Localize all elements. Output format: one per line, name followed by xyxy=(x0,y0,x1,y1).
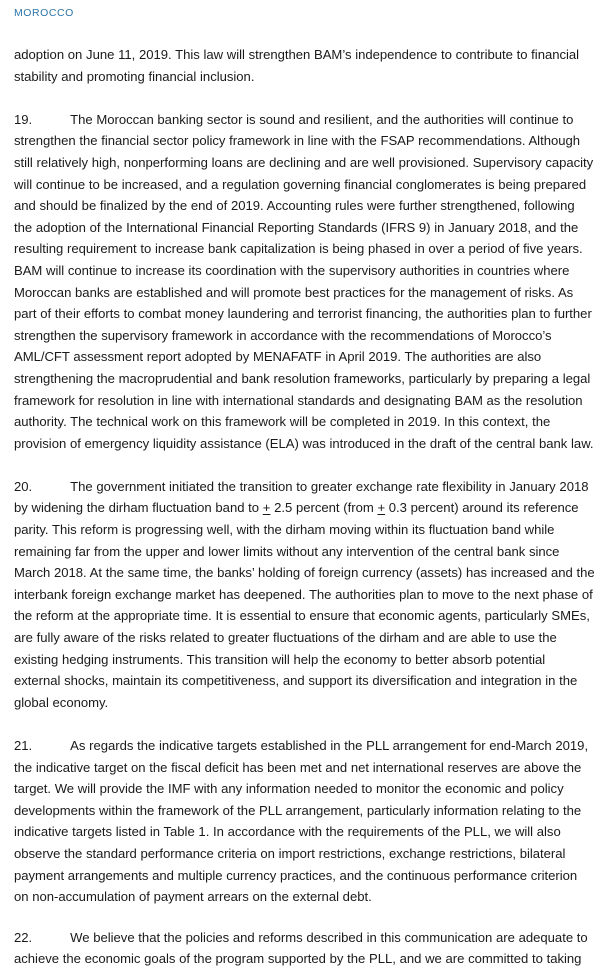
paragraph-20 xyxy=(14,476,595,714)
paragraph-spacer xyxy=(14,87,595,109)
paragraph-spacer xyxy=(14,713,595,735)
paragraph-22-number: 22. xyxy=(14,929,33,945)
paragraph-21 xyxy=(14,735,595,908)
body-text-column xyxy=(14,44,595,970)
paragraph-20-text-part2: 2.5 percent (from xyxy=(270,500,378,516)
paragraph-spacer xyxy=(14,454,595,476)
paragraph-spacer xyxy=(14,908,595,927)
paragraph-19-number: 19. xyxy=(14,111,33,127)
paragraph-19-text: The Moroccan banking sector is sound and resilient, and the authorities will continue to strengthen the financial sector policy framework in line with the FSAP recommendations. Although still relatively high, nonperforming loans are declining and are well provisioned. Supervisory capacity will continue to be increased, and a regulation governing financial conglomerates is being prepared and should be finalized by the end of 2019. Accounting rules were further strengthened, following the adoption of the International Financial Reporting Standards (IFRS 9) in January 2018, and the resulting requirement to increase bank capitalization is being phased in over a period of five years. BAM will continue to increase its coordination with the supervisory authorities in countries where Moroccan banks are established and will promote best practices for the management of risks. As part of their efforts to combat money laundering and terrorist financing, the authorities plan to further strengthen the supervisory framework in accordance with the recommendations of Morocco’s AML/CFT assessment report adopted by MENAFATF in April 2019. The authorities are also strengthening the macroprudential and bank resolution frameworks, particularly by preparing a legal framework for resolution in line with international standards and designating BAM as the resolution authority. The technical work on this framework will be completed in 2019. In this context, the provision of emergency liquidity assistance (ELA) was introduced in the draft of the central bank law. xyxy=(14,111,594,451)
paragraph-20-number: 20. xyxy=(14,478,33,494)
paragraph-22 xyxy=(14,927,595,970)
paragraph-22-text: We believe that the policies and reforms described in this communication are adequate to achieve the economic goals of the program supported by the PLL, and we are committed to taking xyxy=(14,929,588,967)
paragraph-continued xyxy=(14,44,595,87)
paragraph-21-number: 21. xyxy=(14,738,33,753)
paragraph-continued-text: adoption on June 11, 2019. This law will strengthen BAM’s independence to contribute to financial stability and promoting financial inclusion. xyxy=(14,47,580,84)
paragraph-20-text-part3: 0.3 percent) around its reference parity. This reform is progressing well, with the dirham moving within its fluctuation band while remaining far from the upper and lower limits without any intervention of the central bank since March 2018. At the same time, the banks’ holding of foreign currency (assets) has increased and the interbank foreign exchange market has deepened. The authorities plan to move to the next phase of the reform at the appropriate time. It is essential to ensure that economic agents, particularly SMEs, are fully aware of the risks related to greater fluctuations of the dirham and are able to use the existing hedging instruments. This transition will help the economy to better absorb potential external shocks, maintain its competitiveness, and support its diversification and integration in the global economy. xyxy=(14,500,595,710)
plus-minus-symbol-second: + xyxy=(377,500,386,516)
running-header-country: MOROCCO xyxy=(14,7,74,19)
plus-minus-symbol-first: + xyxy=(262,500,271,516)
paragraph-21-text: As regards the indicative targets established in the PLL arrangement for end-March 2019, the indicative target on the fiscal deficit has been met and net international reserves are above the target. We will provide the IMF with any information needed to monitor the economic and policy developments within the framework of the PLL arrangement, particularly information relating to the indicative targets listed in Table 1. In accordance with the requirements of the PLL, we will also observe the standard performance criteria on import restrictions, exchange restrictions, bilateral payment arrangements and multiple currency practices, and the continuous performance criterion on non-accumulation of payment arrears on the external debt. xyxy=(14,738,589,905)
paragraph-19 xyxy=(14,109,595,455)
paragraph-20-text-part1: The government initiated the transition to greater exchange rate flexibility in January 2018 by widening the dirham fluctuation band to xyxy=(14,478,589,516)
